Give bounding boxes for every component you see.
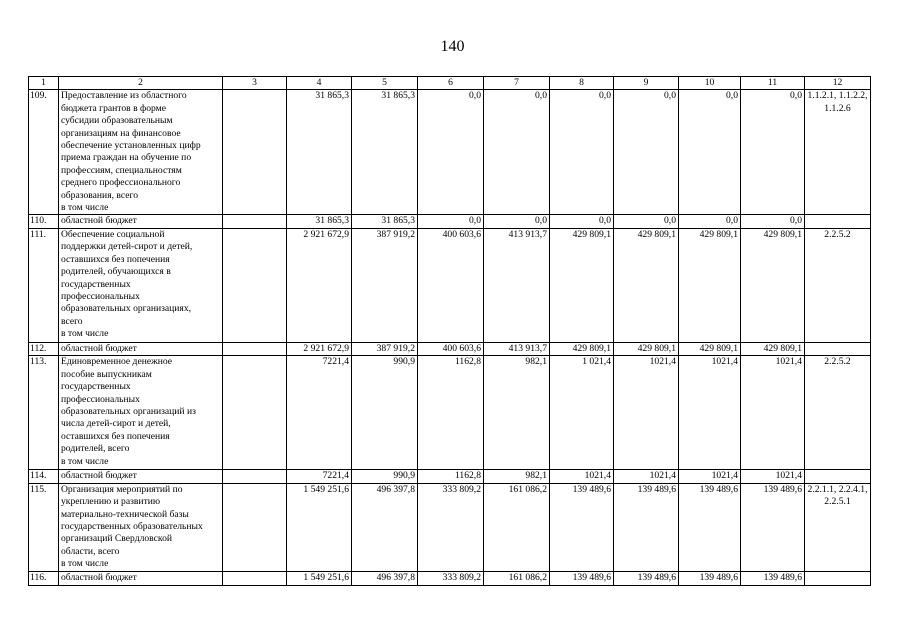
cell-col8: 0,0 [550,215,614,228]
row-description: Организация мероприятий по укреплению и развитию материально-технической базы государственных образовательных организаций Свердловской области, всего в том числе [59,483,223,571]
cell-col11: 139 489,6 [741,483,805,571]
page-number: 140 [440,38,465,55]
cell-col9: 139 489,6 [614,483,679,571]
cell-col3 [223,571,287,585]
cell-col3 [223,470,287,483]
cell-col5: 496 397,8 [352,571,418,585]
cell-col6: 333 809,2 [418,483,484,571]
cell-col11: 0,0 [741,215,805,228]
table-row [29,483,871,571]
row-description: Предоставление из областного бюджета грантов в форме субсидии образовательным организациям на финансовое обеспечение установленных цифр приема граждан на обучение по профессиям, специальностям среднего профессионального образования, всего в том числе [59,90,223,215]
row-number: 110. [29,215,59,228]
cell-col3 [223,228,287,342]
cell-reference [805,342,871,355]
row-description: областной бюджет [59,470,223,483]
cell-col10: 139 489,6 [679,571,741,585]
column-header: 3 [223,77,287,90]
column-header: 5 [352,77,418,90]
cell-col10: 1021,4 [679,356,741,470]
cell-col4: 31 865,3 [287,90,352,215]
cell-col8: 1021,4 [550,470,614,483]
cell-col9: 139 489,6 [614,571,679,585]
cell-col4: 7221,4 [287,356,352,470]
cell-col4: 2 921 672,9 [287,228,352,342]
cell-col8: 139 489,6 [550,483,614,571]
cell-col9: 1021,4 [614,470,679,483]
column-header: 10 [679,77,741,90]
cell-col4: 1 549 251,6 [287,571,352,585]
cell-col7: 982,1 [484,356,550,470]
cell-col7: 161 086,2 [484,483,550,571]
cell-col7: 0,0 [484,215,550,228]
cell-reference: 2.2.5.2 [805,356,871,470]
cell-col5: 387 919,2 [352,342,418,355]
cell-col11: 139 489,6 [741,571,805,585]
table-row [29,571,871,585]
cell-col4: 31 865,3 [287,215,352,228]
cell-col5: 387 919,2 [352,228,418,342]
table-row [29,342,871,355]
cell-col11: 1021,4 [741,470,805,483]
row-number: 115. [29,483,59,571]
row-number: 112. [29,342,59,355]
cell-col3 [223,356,287,470]
cell-col5: 990,9 [352,470,418,483]
row-description: областной бюджет [59,342,223,355]
cell-col9: 1021,4 [614,356,679,470]
cell-col5: 990,9 [352,356,418,470]
cell-col5: 31 865,3 [352,215,418,228]
cell-reference [805,470,871,483]
column-number-row [29,77,871,90]
table-row [29,215,871,228]
cell-reference [805,571,871,585]
cell-col10: 0,0 [679,90,741,215]
column-header: 8 [550,77,614,90]
column-header: 11 [741,77,805,90]
cell-col9: 429 809,1 [614,342,679,355]
cell-col8: 429 809,1 [550,228,614,342]
cell-col8: 139 489,6 [550,571,614,585]
table-row [29,470,871,483]
cell-reference: 2.2.1.1, 2.2.4.1, 2.2.5.1 [805,483,871,571]
cell-col9: 0,0 [614,215,679,228]
column-header: 7 [484,77,550,90]
cell-col10: 429 809,1 [679,228,741,342]
table-row [29,228,871,342]
cell-col4: 1 549 251,6 [287,483,352,571]
cell-col3 [223,483,287,571]
cell-col4: 7221,4 [287,470,352,483]
row-number: 111. [29,228,59,342]
cell-col3 [223,215,287,228]
table-row [29,356,871,470]
cell-col5: 31 865,3 [352,90,418,215]
column-header: 2 [59,77,223,90]
row-description: областной бюджет [59,571,223,585]
cell-col7: 0,0 [484,90,550,215]
cell-col6: 400 603,6 [418,342,484,355]
cell-reference: 2.2.5.2 [805,228,871,342]
row-description: областной бюджет [59,215,223,228]
table-row [29,90,871,215]
cell-col6: 1162,8 [418,356,484,470]
cell-col3 [223,342,287,355]
cell-col6: 1162,8 [418,470,484,483]
column-header: 4 [287,77,352,90]
cell-col9: 429 809,1 [614,228,679,342]
cell-col7: 413 913,7 [484,228,550,342]
cell-col7: 161 086,2 [484,571,550,585]
column-header: 1 [29,77,59,90]
cell-col10: 139 489,6 [679,483,741,571]
cell-col3 [223,90,287,215]
cell-col10: 1021,4 [679,470,741,483]
cell-col11: 429 809,1 [741,228,805,342]
cell-col7: 982,1 [484,470,550,483]
row-number: 109. [29,90,59,215]
row-description: Единовременное денежное пособие выпускникам государственных профессиональных образовательных организаций из числа детей-сирот и детей, оставшихся без попечения родителей, всего в том числе [59,356,223,470]
column-header: 6 [418,77,484,90]
column-header: 9 [614,77,679,90]
cell-col8: 0,0 [550,90,614,215]
cell-col8: 429 809,1 [550,342,614,355]
cell-col6: 0,0 [418,90,484,215]
row-description: Обеспечение социальной поддержки детей-сирот и детей, оставшихся без попечения родителей, обучающихся в государственных профессиональных образовательных организациях, всего в том числе [59,228,223,342]
cell-col11: 0,0 [741,90,805,215]
cell-col5: 496 397,8 [352,483,418,571]
cell-col6: 333 809,2 [418,571,484,585]
cell-col11: 429 809,1 [741,342,805,355]
row-number: 113. [29,356,59,470]
cell-col6: 400 603,6 [418,228,484,342]
cell-col6: 0,0 [418,215,484,228]
cell-col9: 0,0 [614,90,679,215]
row-number: 116. [29,571,59,585]
cell-col11: 1021,4 [741,356,805,470]
cell-col8: 1 021,4 [550,356,614,470]
cell-reference: 1.1.2.1, 1.1.2.2, 1.1.2.6 [805,90,871,215]
cell-reference [805,215,871,228]
cell-col4: 2 921 672,9 [287,342,352,355]
budget-table [28,76,871,586]
cell-col7: 413 913,7 [484,342,550,355]
cell-col10: 0,0 [679,215,741,228]
column-header: 12 [805,77,871,90]
row-number: 114. [29,470,59,483]
cell-col10: 429 809,1 [679,342,741,355]
